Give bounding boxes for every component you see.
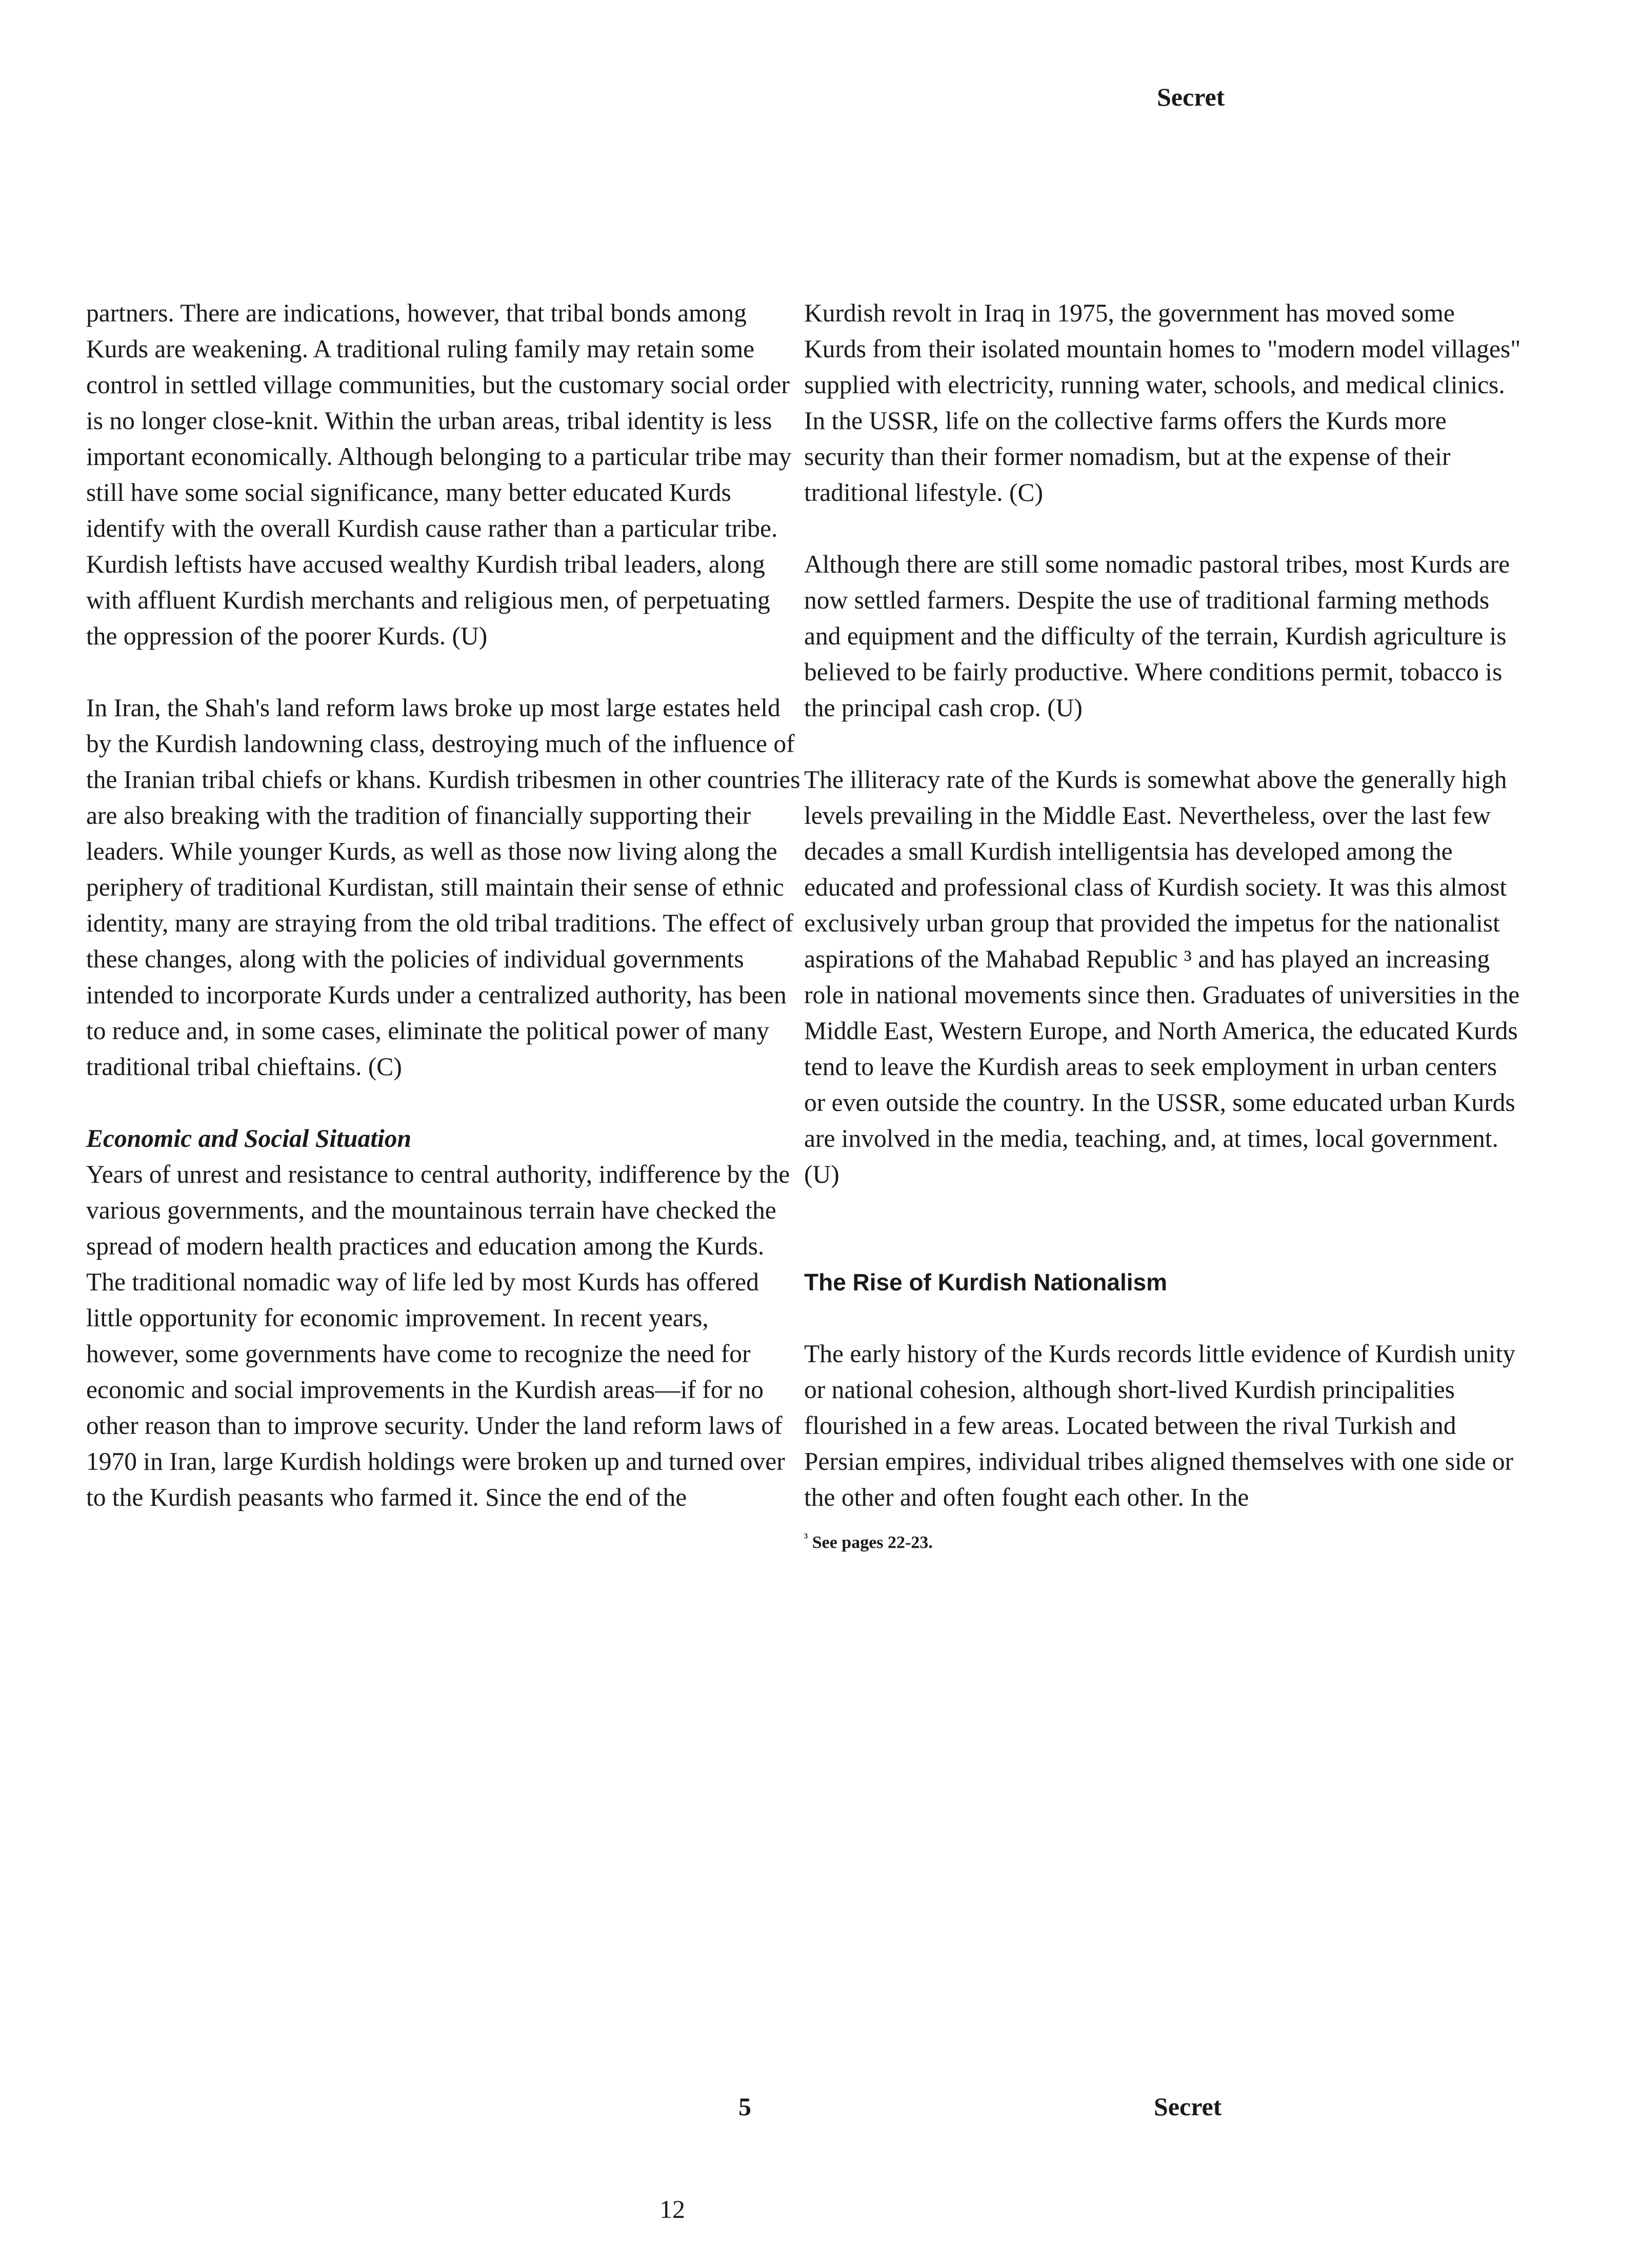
right-paragraph-2: Although there are still some nomadic pastoral tribes, most Kurds are now settled farmers. Despite the use of traditional farming methods and equipment and the difficulty of the terrain, Kurdish agriculture is believed to be fairly productive. Where conditions permit, tobacco is the principal cash crop. (U) [804, 550, 1510, 722]
section-heading-economic-social: Economic and Social Situation [86, 1124, 412, 1152]
footnote-text: See pages 22-23. [808, 1533, 933, 1552]
footer-classification: Secret [1154, 2092, 1222, 2121]
header-classification: Secret [1157, 83, 1225, 111]
right-column [804, 295, 1522, 1555]
left-paragraph-2: In Iran, the Shah's land reform laws broke up most large estates held by the Kurdish landowning class, destroying much of the influence of the Iranian tribal chiefs or khans. Kurdish tribesmen in other countries are also breaking with the tradition of financially supporting their leaders. While younger Kurds, as well as those now living along the periphery of traditional Kurdistan, still maintain their sense of ethnic identity, many are straying from the old tribal traditions. The effect of these changes, along with the policies of individual governments intended to incorporate Kurds under a centralized authority, has been to reduce and, in some cases, eliminate the political power of many traditional tribal chieftains. (C) [86, 694, 801, 1081]
sheet-number: 12 [659, 2195, 685, 2223]
footnote [804, 1526, 1522, 1555]
section-heading-kurdish-nationalism: The Rise of Kurdish Nationalism [804, 1269, 1167, 1295]
page-number: 5 [738, 2092, 751, 2121]
left-paragraph-1: partners. There are indications, however, that tribal bonds among Kurds are weakening. A traditional ruling family may retain some control in settled village communities, but the customary social order is no longer close-knit. Within the urban areas, tribal identity is less important economically. Although belonging to a particular tribe may still have some social significance, many better educated Kurds identify with the overall Kurdish cause rather than a particular tribe. Kurdish leftists have accused wealthy Kurdish tribal leaders, along with affluent Kurdish merchants and religious men, of perpetuating the oppression of the poorer Kurds. (U) [86, 299, 792, 650]
right-paragraph-1: Kurdish revolt in Iraq in 1975, the government has moved some Kurds from their isolated mountain homes to "modern model villages" supplied with electricity, running water, schools, and medical clinics. In the USSR, life on the collective farms offers the Kurds more security than their former nomadism, but at the expense of their traditional lifestyle. (C) [804, 299, 1521, 507]
footnote-marker: ³ [804, 1531, 808, 1545]
left-paragraph-3: Years of unrest and resistance to central authority, indifference by the various governments, and the mountainous terrain have checked the spread of modern health practices and education among the Kurds. The traditional nomadic way of life led by most Kurds has offered little opportunity for economic improvement. In recent years, however, some governments have come to recognize the need for economic and social improvements in the Kurdish areas—if for no other reason than to improve security. Under the land reform laws of 1970 in Iran, large Kurdish holdings were broken up and turned over to the Kurdish peasants who farmed it. Since the end of the [86, 1160, 790, 1511]
right-paragraph-4: The early history of the Kurds records little evidence of Kurdish unity or national cohesion, although short-lived Kurdish principalities flourished in a few areas. Located between the rival Turkish and Persian empires, individual tribes aligned themselves with one side or the other and often fought each other. In the [804, 1340, 1515, 1511]
right-paragraph-3: The illiteracy rate of the Kurds is somewhat above the generally high levels prevailing in the Middle East. Nevertheless, over the last few decades a small Kurdish intelligentsia has developed among the educated and professional class of Kurdish society. It was this almost exclusively urban group that provided the impetus for the nationalist aspirations of the Mahabad Republic ³ and has played an increasing role in national movements since then. Graduates of universities in the Middle East, Western Europe, and North America, the educated Kurds tend to leave the Kurdish areas to seek employment in urban centers or even outside the country. In the USSR, some educated urban Kurds are involved in the media, teaching, and, at times, local government. (U) [804, 765, 1520, 1188]
left-column [86, 295, 804, 1515]
